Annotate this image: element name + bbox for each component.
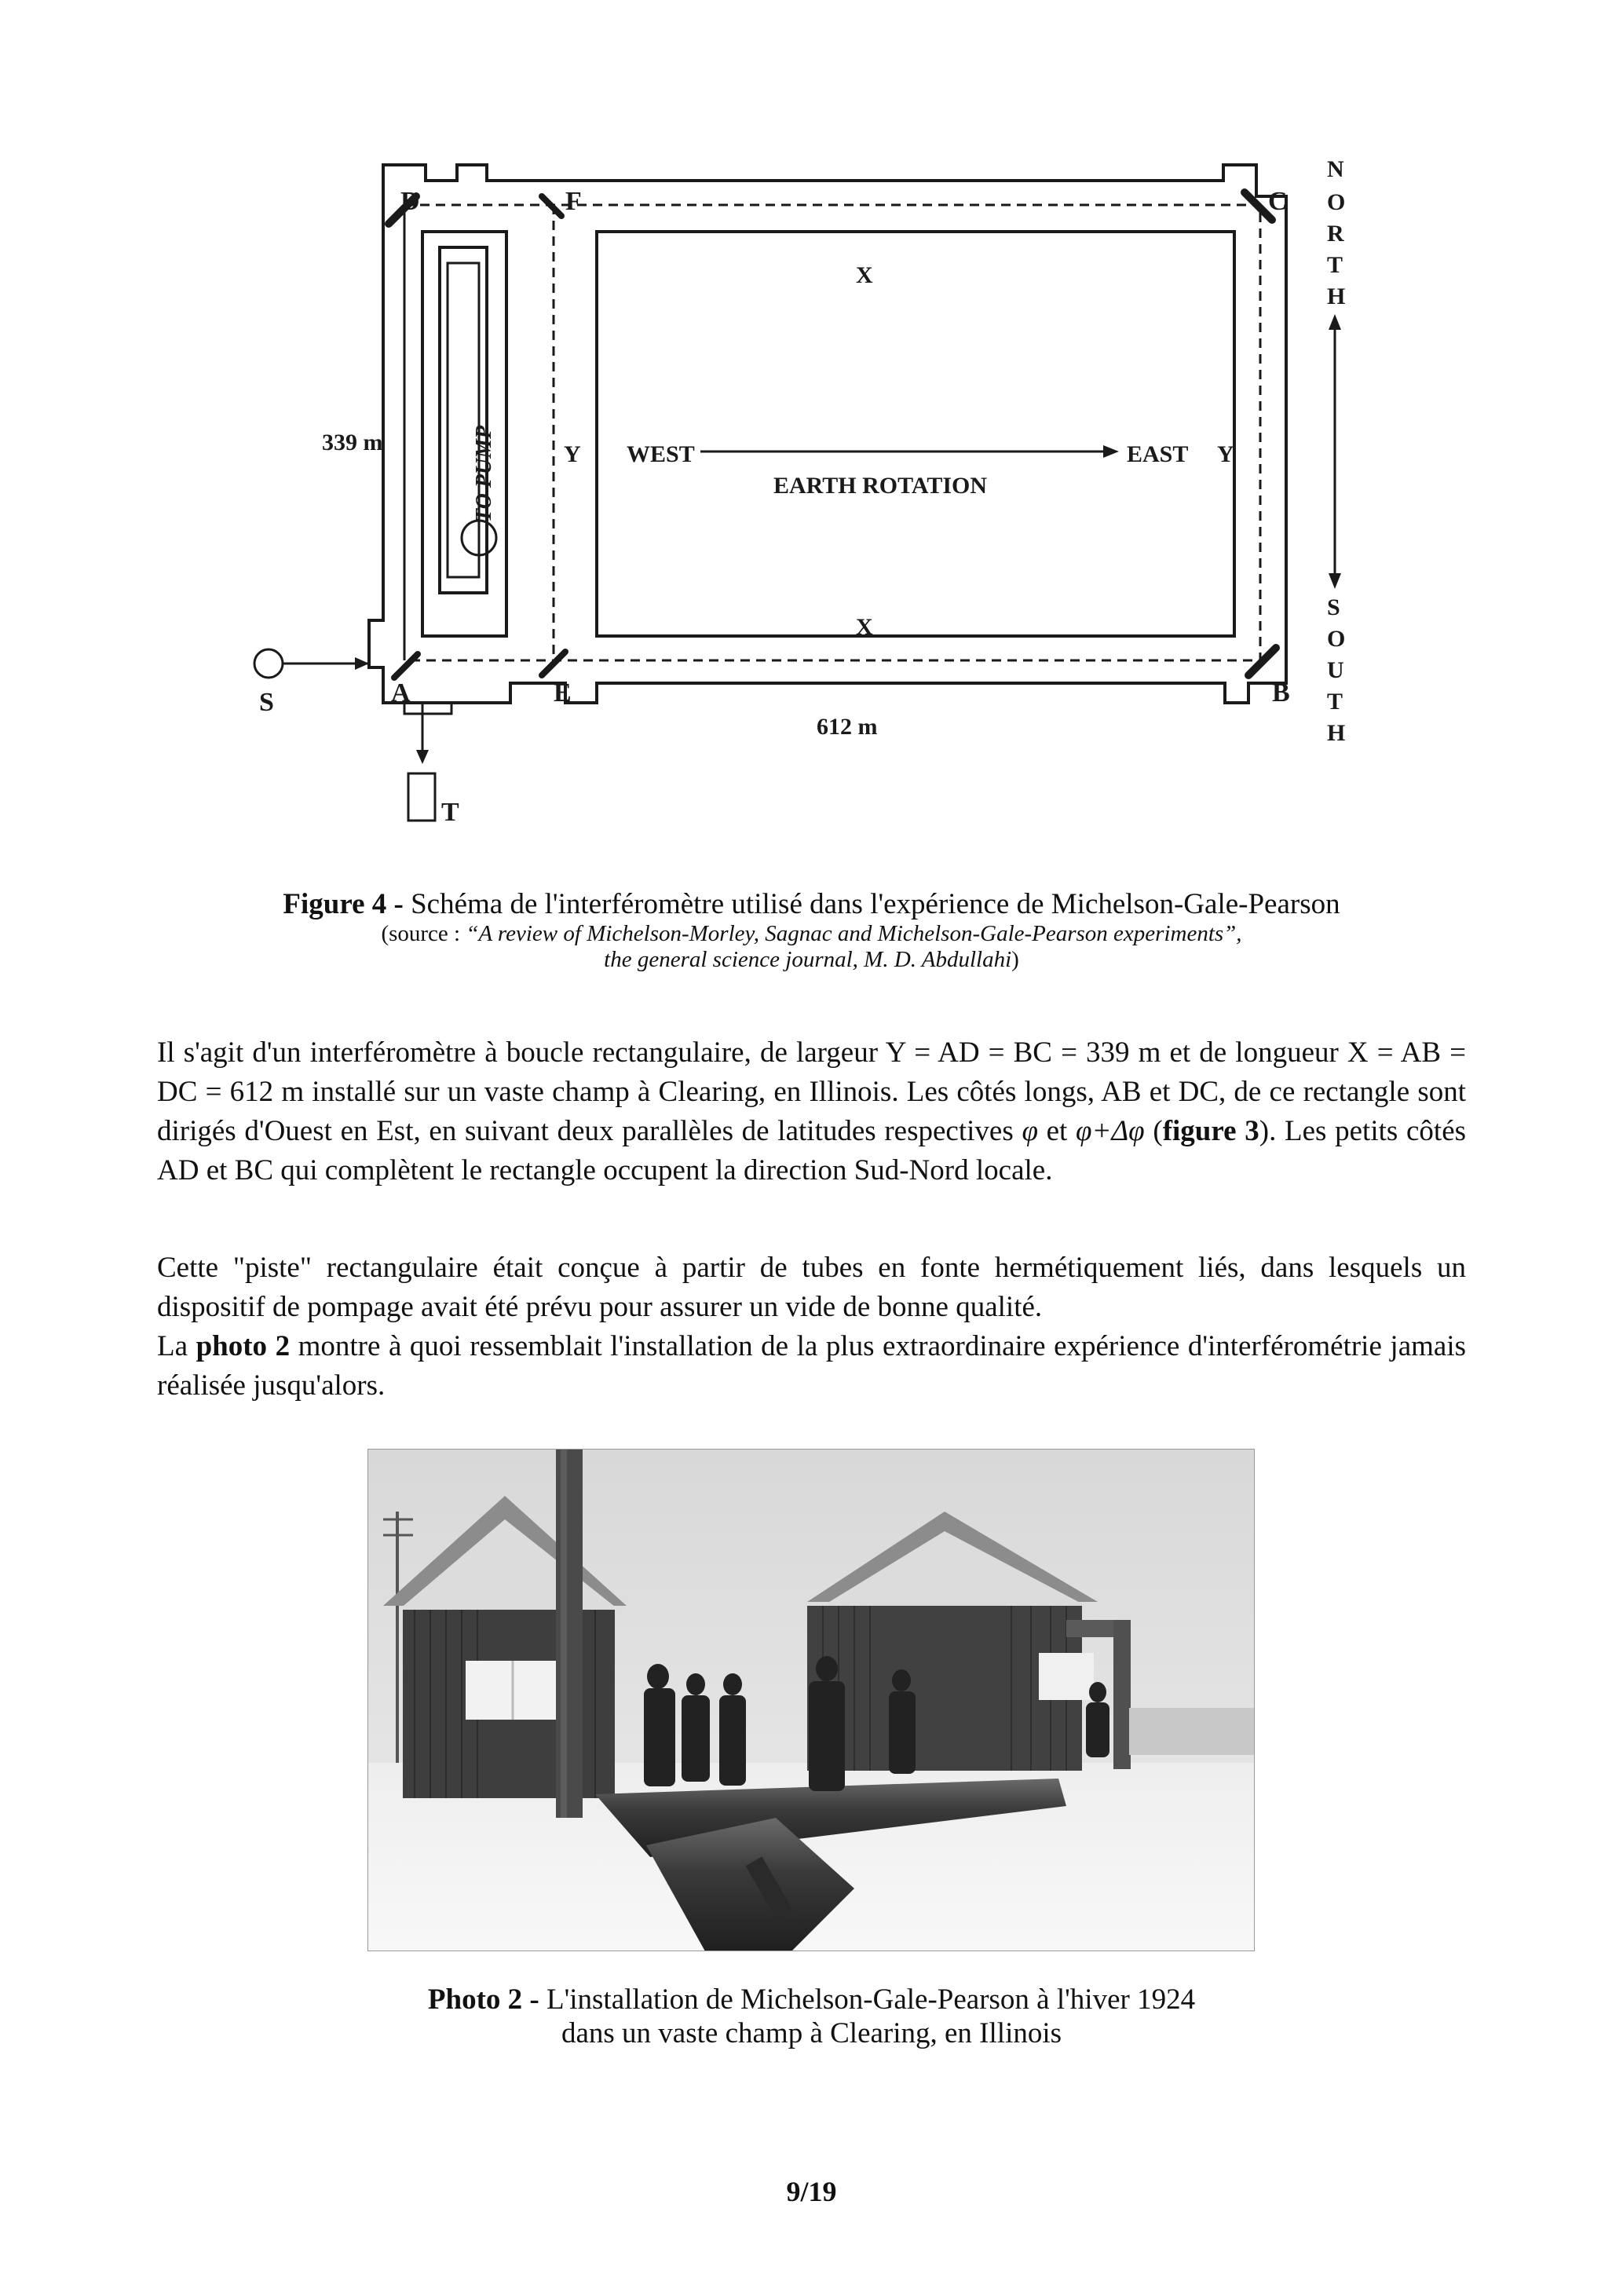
south-letter: O	[1327, 626, 1346, 652]
label-telescope: T	[441, 798, 459, 827]
label-corner-f: F	[565, 187, 582, 216]
label-corner-c: C	[1268, 187, 1288, 216]
label-corner-d: D	[400, 187, 420, 216]
p1-text-4: ). Les petits côtés AD et BC qui complètent le rectangle occupent la direction Sud-Nord locale.	[157, 1115, 1467, 1186]
p1-text-3: (	[1144, 1115, 1163, 1147]
body-paragraph-2	[157, 1249, 1466, 1327]
south-letter: S	[1327, 594, 1340, 620]
figure-3-reference: figure 3	[1162, 1115, 1259, 1147]
figure-4-caption	[157, 887, 1466, 973]
north-label	[1327, 156, 1345, 309]
label-west: WEST	[627, 441, 695, 467]
figure-4-caption-title	[157, 887, 1466, 921]
figure-4-source-line2	[157, 947, 1466, 973]
p3-text-1: La	[157, 1330, 196, 1362]
source-prefix: (source :	[381, 921, 466, 946]
label-corner-e: E	[554, 678, 572, 707]
figure-4-label: Figure 4 -	[283, 888, 404, 920]
label-y-right: Y	[1217, 441, 1234, 467]
figure-4-diagram	[251, 153, 1398, 860]
label-corner-a: A	[391, 678, 411, 707]
label-y-left: Y	[564, 441, 581, 467]
north-letter: O	[1327, 189, 1346, 215]
photo-2-caption	[157, 1983, 1466, 2050]
label-x-bottom: X	[856, 614, 873, 640]
body-paragraph-3	[157, 1327, 1466, 1406]
source-suffix: )	[1011, 947, 1019, 972]
source-journal: the general science journal, M. D. Abdullahi	[604, 947, 1012, 972]
south-letter: H	[1327, 720, 1346, 746]
source-title: “A review of Michelson-Morley, Sagnac and Michelson-Gale-Pearson experiments”,	[466, 921, 1242, 946]
photo-2-label: Photo 2 -	[427, 1983, 539, 2016]
photo-2-caption-line1	[157, 1983, 1466, 2016]
label-corner-b: B	[1272, 678, 1290, 707]
label-east: EAST	[1127, 441, 1189, 467]
phi-delta-phi-symbol: φ+Δφ	[1076, 1115, 1145, 1147]
label-to-pump: TO PUMP	[472, 425, 496, 522]
north-letter: N	[1327, 156, 1344, 182]
p1-text-1: Il s'agit d'un interféromètre à boucle rectangulaire, de largeur Y = AD = BC = 339 m et de longueur X = AB = DC = 612 m installé sur un vaste champ à Clearing, en Illinois. Les côtés longs, AB et DC, de ce rectangle sont dirigés d'Ouest en Est, en suivant deux parallèles de latitudes respectives	[157, 1036, 1466, 1147]
p1-text-2: et	[1037, 1115, 1077, 1147]
photo-2-image	[367, 1449, 1255, 1951]
north-letter: T	[1327, 252, 1343, 278]
p3-text-2: montre à quoi ressemblait l'installation de la plus extraordinaire expérience d'interférométrie jamais réalisée jusqu'alors.	[157, 1330, 1466, 1402]
phi-symbol: φ	[1022, 1115, 1038, 1147]
photo-2-caption-line2: dans un vaste champ à Clearing, en Illinois	[561, 2017, 1062, 2049]
label-x-top: X	[856, 262, 873, 288]
south-letter: U	[1327, 657, 1344, 683]
figure-4-source	[157, 921, 1466, 947]
north-letter: R	[1327, 221, 1344, 247]
south-letter: T	[1327, 689, 1343, 715]
label-length-612m: 612 m	[817, 714, 878, 740]
north-letter: H	[1327, 283, 1346, 309]
figure-4-caption-text: Schéma de l'interféromètre utilisé dans l'expérience de Michelson-Gale-Pearson	[403, 888, 1340, 920]
photo-2-caption-text: L'installation de Michelson-Gale-Pearson à l'hiver 1924	[539, 1983, 1196, 2016]
south-label	[1327, 594, 1345, 746]
p2-text: Cette "piste" rectangulaire était conçue à partir de tubes en fonte hermétiquement liés, dans lesquels un dispositif de pompage avait été prévu pour assurer un vide de bonne qualité.	[157, 1252, 1466, 1323]
label-width-339m: 339 m	[322, 430, 383, 455]
label-earth-rotation: EARTH ROTATION	[773, 473, 988, 499]
page-number: 9/19	[786, 2176, 837, 2207]
label-source: S	[259, 688, 274, 717]
photo-2-reference: photo 2	[196, 1330, 291, 1362]
body-paragraph-1	[157, 1033, 1466, 1190]
